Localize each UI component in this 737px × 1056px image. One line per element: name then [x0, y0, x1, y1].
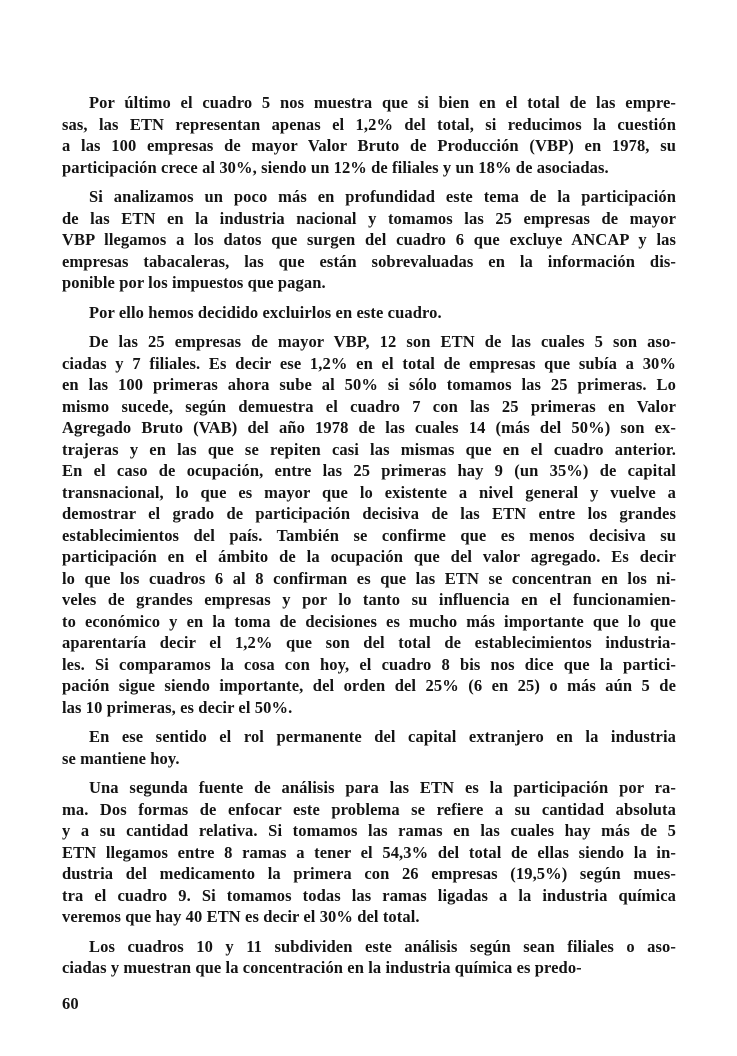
text-line: lo que los cuadros 6 al 8 confirman es que las ETN se concentran en los ni- — [62, 568, 676, 588]
text-line: aparentaría decir el 1,2% que son del total de establecimientos industria- — [62, 633, 676, 652]
text-line: Si analizamos un poco más en profundidad este tema de la participación — [89, 187, 676, 206]
page-number: 60 — [62, 993, 79, 1013]
text-line: to económico y en la toma de decisiones es mucho más importante que lo que — [62, 611, 676, 631]
paragraph — [62, 777, 676, 928]
text-line: y a su cantidad relativa. Si tomamos las ramas en las cuales hay más de 5 — [62, 821, 676, 840]
text-block — [62, 92, 676, 1014]
paragraph — [62, 302, 676, 324]
text-line: Por ello hemos decidido excluirlos en este cuadro. — [89, 302, 442, 322]
text-line: participación crece al 30%, siendo un 12% de filiales y un 18% de asociadas. — [62, 157, 609, 177]
text-line: ma. Dos formas de enfocar este problema se refiere a su cantidad absoluta — [62, 799, 676, 819]
text-line: ciadas y 7 filiales. Es decir ese 1,2% en el total de empresas que subía a 30% — [62, 353, 676, 373]
paragraph — [62, 92, 676, 178]
text-line: las 10 primeras, es decir el 50%. — [62, 697, 293, 717]
text-line: participación en el ámbito de la ocupación que del valor agregado. Es decir — [62, 547, 676, 566]
text-line: pación sigue siendo importante, del orden del 25% (6 en 25) o más aún 5 de — [62, 676, 676, 695]
text-line: De las 25 empresas de mayor VBP, 12 son ETN de las cuales 5 son aso- — [89, 332, 676, 351]
text-line: de las ETN en la industria nacional y tomamos las 25 empresas de mayor — [62, 208, 676, 228]
paragraph — [62, 726, 676, 769]
paragraph — [62, 186, 676, 294]
text-line: transnacional, lo que es mayor que lo existente a nivel general y vuelve a — [62, 482, 676, 502]
text-line: Una segunda fuente de análisis para las ETN es la participación por ra- — [89, 778, 676, 797]
text-line: empresas tabacaleras, las que están sobrevaluadas en la información dis- — [62, 251, 676, 271]
text-line: a las 100 empresas de mayor Valor Bruto de Producción (VBP) en 1978, su — [62, 136, 676, 155]
text-line: veremos que hay 40 ETN es decir el 30% del total. — [62, 907, 420, 926]
text-line: Por último el cuadro 5 nos muestra que si bien en el total de las empre- — [89, 93, 676, 112]
text-line: ciadas y muestran que la concentración en la industria química es predo- — [62, 958, 582, 977]
text-line: En ese sentido el rol permanente del capital extranjero en la industria — [89, 727, 676, 746]
text-line: establecimientos del país. También se confirme que es menos decisiva su — [62, 525, 676, 545]
paragraph — [62, 936, 676, 979]
text-line: se mantiene hoy. — [62, 748, 180, 768]
text-line: Agregado Bruto (VAB) del año 1978 de las cuales 14 (más del 50%) son ex- — [62, 418, 676, 437]
text-line: en las 100 primeras ahora sube al 50% si sólo tomamos las 25 primeras. Lo — [62, 375, 676, 394]
text-line: mismo sucede, según demuestra el cuadro 7 con las 25 primeras en Valor — [62, 396, 676, 416]
text-line: dustria del medicamento la primera con 26 empresas (19,5%) según mues- — [62, 864, 676, 883]
text-line: demostrar el grado de participación decisiva de las ETN entre los grandes — [62, 504, 676, 523]
text-line: ETN llegamos entre 8 ramas a tener el 54,3% del total de ellas siendo la in- — [62, 842, 676, 862]
text-line: ponible por los impuestos que pagan. — [62, 273, 326, 292]
text-line: trajeras y en las que se repiten casi las mismas que en el cuadro anterior. — [62, 439, 676, 459]
text-line: En el caso de ocupación, entre las 25 primeras hay 9 (un 35%) de capital — [62, 461, 676, 480]
text-line: sas, las ETN representan apenas el 1,2% del total, si reducimos la cuestión — [62, 114, 676, 134]
paragraph — [62, 331, 676, 718]
text-line: veles de grandes empresas y por lo tanto su influencia en el funcionamien- — [62, 590, 676, 609]
text-line: les. Si comparamos la cosa con hoy, el cuadro 8 bis nos dice que la partici- — [62, 654, 676, 674]
text-line: tra el cuadro 9. Si tomamos todas las ramas ligadas a la industria química — [62, 885, 676, 905]
text-line: VBP llegamos a los datos que surgen del cuadro 6 que excluye ANCAP y las — [62, 230, 676, 249]
text-line: Los cuadros 10 y 11 subdividen este análisis según sean filiales o aso- — [89, 936, 676, 956]
